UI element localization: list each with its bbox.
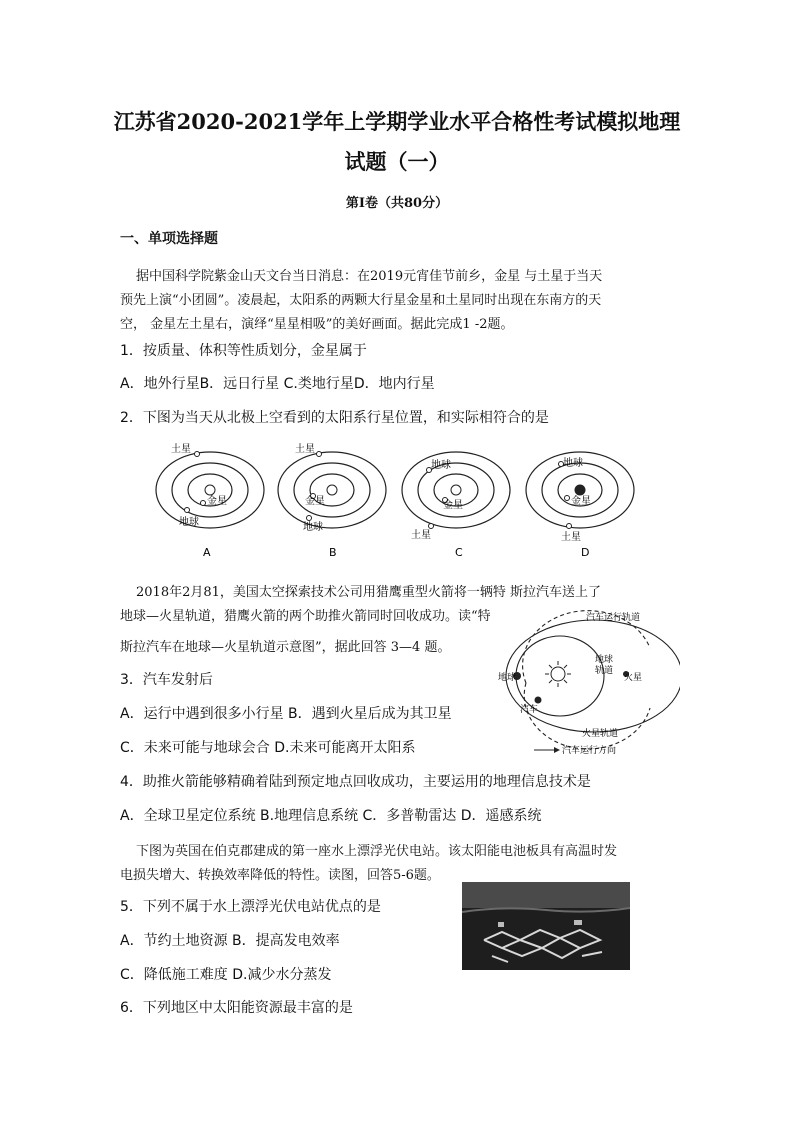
caption-c: C bbox=[455, 546, 463, 559]
label-earth: 地球 bbox=[431, 460, 451, 471]
question-5-options-1: A．节约土地资源 B．提高发电效率 bbox=[120, 933, 340, 949]
diagram-a bbox=[156, 442, 264, 559]
sun-icon bbox=[545, 661, 571, 687]
diagram-b bbox=[278, 442, 386, 559]
label-venus: 金星 bbox=[207, 496, 227, 507]
question-5-options-2: C．降低施工难度 D.减少水分蒸发 bbox=[120, 967, 332, 983]
label-earth-orbit-2: 轨道 bbox=[595, 666, 614, 676]
caption-a: A bbox=[203, 546, 211, 559]
label-venus: 金星 bbox=[443, 500, 463, 511]
label-saturn: 土星 bbox=[295, 444, 315, 455]
passage1-line3: 空， 金星左土星右，演绎“星星相吸”的美好画面。据此完成1 -2题。 bbox=[120, 317, 514, 332]
tesla-orbit-figure bbox=[490, 608, 680, 763]
question-6-stem: 6．下列地区中太阳能资源最丰富的是 bbox=[120, 1000, 353, 1016]
passage3-line1: 下图为英国在伯克郡建成的第一座水上漂浮光伏电站。该太阳能电池板具有高温时发 bbox=[136, 844, 618, 859]
label-mars: 火星 bbox=[624, 673, 643, 683]
label-earth: 地球 bbox=[498, 673, 517, 683]
section-heading: 一、单项选择题 bbox=[120, 231, 218, 247]
question-1-stem: 1．按质量、体积等性质划分，金星属于 bbox=[120, 343, 367, 359]
caption-d: D bbox=[581, 546, 590, 559]
label-earth: 地球 bbox=[563, 458, 583, 469]
car-dot bbox=[535, 697, 542, 704]
exam-title-line2: 试题（一） bbox=[344, 149, 450, 174]
question-3-options-2: C．未来可能与地球会合 D.未来可能离开太阳系 bbox=[120, 740, 416, 756]
label-saturn: 土星 bbox=[171, 444, 191, 455]
exam-title-line1: 江苏省2020-2021学年上学期学业水平合格性考试模拟地理 bbox=[113, 109, 681, 134]
planet-position-figure bbox=[155, 438, 635, 564]
question-2-stem: 2．下图为当天从北极上空看到的太阳系行星位置，和实际相符合的是 bbox=[120, 410, 549, 426]
passage2-line3: 斯拉汽车在地球—火星轨道示意图”，据此回答 3—4 题。 bbox=[120, 640, 451, 655]
passage2-line2: 地球—火星轨道，猎鹰火箭的两个助推火箭同时回收成功。读“特 bbox=[120, 609, 491, 624]
diagram-d bbox=[526, 452, 634, 559]
label-saturn: 土星 bbox=[411, 530, 431, 541]
question-1-options: A．地外行星B．远日行星 C.类地行星D．地内行星 bbox=[120, 376, 435, 392]
label-car-orbit: 汽车运行轨道 bbox=[586, 613, 641, 623]
label-direction: 汽车运行方向 bbox=[562, 746, 617, 756]
label-saturn: 土星 bbox=[561, 532, 581, 543]
label-car: 汽车 bbox=[520, 705, 539, 715]
passage3-line2: 电损失增大、转换效率降低的特性。读图，回答5-6题。 bbox=[120, 868, 440, 883]
floating-solar-photo bbox=[462, 882, 630, 970]
diagram-c bbox=[402, 452, 510, 559]
label-venus: 金星 bbox=[305, 496, 325, 507]
label-earth: 地球 bbox=[303, 522, 323, 533]
question-3-options-1: A．运行中遇到很多小行星 B．遇到火星后成为其卫星 bbox=[120, 706, 452, 722]
volume-subtitle: 第Ⅰ卷（共80分） bbox=[345, 196, 449, 211]
label-earth-orbit-1: 地球 bbox=[595, 655, 614, 665]
question-4-stem: 4．助推火箭能够精确着陆到预定地点回收成功，主要运用的地理信息技术是 bbox=[120, 774, 591, 790]
label-venus: 金星 bbox=[571, 496, 591, 507]
label-mars-orbit: 火星轨道 bbox=[582, 729, 619, 739]
passage1-line1: 据中国科学院紫金山天文台当日消息：在2019元宵佳节前乡，金星 与土星于当天 bbox=[136, 269, 603, 284]
caption-b: B bbox=[329, 546, 337, 559]
passage1-line2: 预先上演“小团圆”。凌晨起，太阳系的两颗大行星金星和土星同时出现在东南方的天 bbox=[120, 293, 602, 308]
passage2-line1: 2018年2月81，美国太空探索技术公司用猎鹰重型火箭将一辆特 斯拉汽车送上了 bbox=[136, 585, 602, 600]
question-4-options: A．全球卫星定位系统 B.地理信息系统 C．多普勒雷达 D．遥感系统 bbox=[120, 808, 542, 824]
label-earth: 地球 bbox=[179, 517, 199, 528]
question-3-stem: 3．汽车发射后 bbox=[120, 672, 213, 688]
question-5-stem: 5．下列不属于水上漂浮光伏电站优点的是 bbox=[120, 899, 381, 915]
